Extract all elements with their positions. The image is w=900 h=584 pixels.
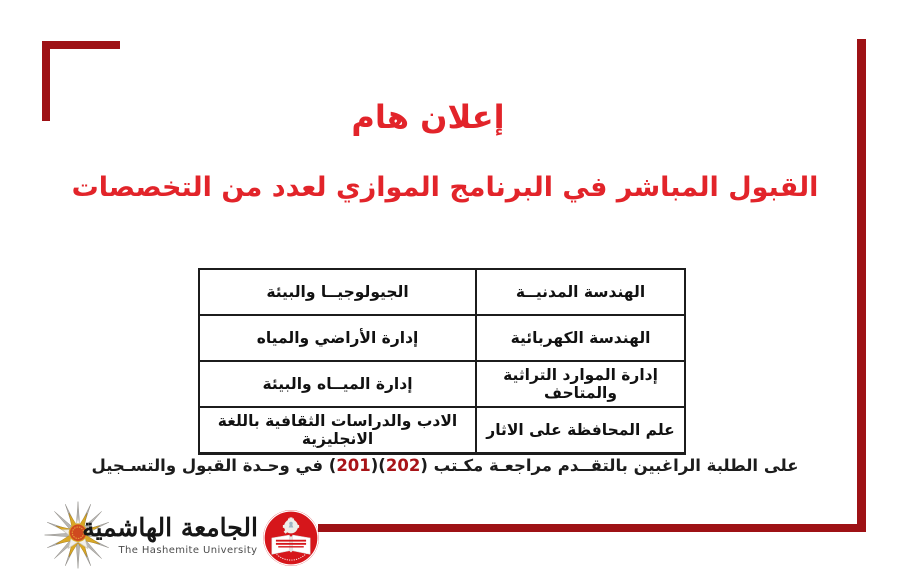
page-subtitle: القبول المباشر في البرنامج الموازي لعدد من التخصصات <box>71 172 819 203</box>
footer-note <box>0 456 890 475</box>
footer-note-text-before: على الطلبة الراغبين بالتقــدم مراجعـة مكـتب <box>427 456 799 475</box>
footer-paren: )( <box>370 456 386 475</box>
table-row <box>199 315 685 361</box>
footer-office-number-201: 201 <box>336 456 371 475</box>
table-cell-major: الجيولوجيــا والبيئة <box>199 269 476 315</box>
table-cell-major: الهندسة الكهربائية <box>476 315 685 361</box>
table-cell-major: إدارة الأراضي والمياه <box>199 315 476 361</box>
university-name-arabic: الجامعة الهاشمية <box>82 513 258 543</box>
majors-table <box>198 268 686 455</box>
footer-paren: ) <box>328 456 337 475</box>
table-row <box>199 269 685 315</box>
footer-paren: ( <box>420 456 428 475</box>
page-title: إعلان هام <box>351 98 505 136</box>
table-cell-major: الهندسة المدنيــة <box>476 269 685 315</box>
table-cell-major: الادب والدراسات الثقافية باللغة الانجليزية <box>199 407 476 454</box>
table-row <box>199 361 685 407</box>
bottom-horizontal-bar <box>318 524 866 532</box>
footer-office-number-202: 202 <box>385 456 421 475</box>
university-name-english: The Hashemite University <box>118 544 258 556</box>
table-cell-major: علم المحافظة على الاثار <box>476 407 685 454</box>
table-cell-major: إدارة الموارد التراثية والمتاحف <box>476 361 685 407</box>
university-branding <box>40 494 320 576</box>
university-wordmark <box>82 513 258 556</box>
table-cell-major: إدارة الميــاه والبيئة <box>199 361 476 407</box>
university-seal-icon <box>262 509 320 567</box>
footer-note-text-after: في وحـدة القبول والتسـجيل <box>91 456 329 475</box>
table-row <box>199 407 685 454</box>
